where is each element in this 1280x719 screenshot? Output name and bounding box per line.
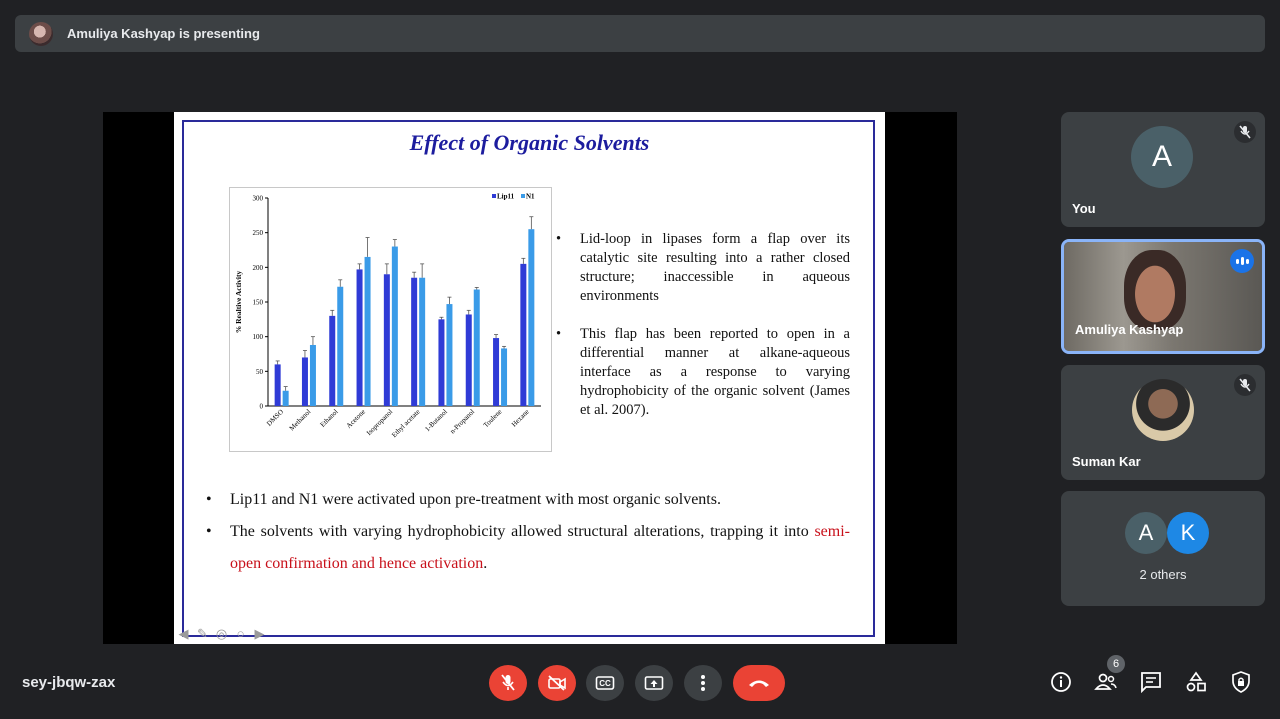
speaking-indicator-icon <box>1230 249 1254 273</box>
cc-label: CC <box>599 678 611 688</box>
participant-tile-suman[interactable] <box>1061 365 1265 480</box>
bar-lip11 <box>302 357 308 406</box>
activities-icon <box>1185 671 1207 693</box>
bullet-end: . <box>483 555 488 572</box>
mic-off-icon <box>1234 121 1256 143</box>
legend-swatch <box>492 194 496 198</box>
participant-tile-others[interactable] <box>1061 491 1265 606</box>
slide-nav-toolbar <box>176 626 267 642</box>
avatar: A <box>1131 126 1193 188</box>
mic-off-icon <box>1234 374 1256 396</box>
bullet-text: This flap has been reported to open in a differential manner at alkane-aqueous interface as a response to varying hydrophobicity of the organic solvent (James et al. 2007). <box>580 326 850 418</box>
legend-swatch <box>521 194 525 198</box>
bar-n1 <box>528 229 534 406</box>
chat-icon <box>1140 671 1162 693</box>
bar-lip11 <box>357 269 363 406</box>
y-axis-label: % Realtive Activity <box>234 270 243 334</box>
x-tick-label: Hexane <box>509 407 531 429</box>
bar-n1 <box>419 278 425 406</box>
host-controls-button[interactable] <box>1228 669 1254 695</box>
y-tick-label: 250 <box>252 229 263 238</box>
info-icon <box>1050 671 1072 693</box>
participant-tile-you[interactable] <box>1061 112 1265 227</box>
y-tick-label: 200 <box>252 263 263 272</box>
bar-lip11 <box>275 364 281 406</box>
bar-n1 <box>446 304 452 406</box>
bar-n1 <box>392 247 398 406</box>
x-tick-label: Methanol <box>287 407 313 433</box>
meeting-details-button[interactable] <box>1048 669 1074 695</box>
bar-lip11 <box>466 314 472 406</box>
participant-name: You <box>1072 201 1096 216</box>
captions-button[interactable] <box>586 665 624 701</box>
leave-call-button[interactable] <box>733 665 785 701</box>
others-avatars <box>1125 512 1209 554</box>
bullets-bottom <box>206 484 850 580</box>
bullet-dot: • <box>556 231 562 247</box>
bullet-dot: • <box>206 523 212 540</box>
people-icon <box>1094 672 1118 692</box>
y-tick-label: 0 <box>259 402 263 411</box>
avatar <box>1132 379 1194 441</box>
presenting-text: Amuliya Kashyap is presenting <box>67 26 260 41</box>
arrow-left-icon[interactable]: ◀ <box>178 626 189 641</box>
x-tick-label: Ethyl acetate <box>390 407 422 440</box>
bullet-text: The solvents with varying hydrophobicity allowed structural alterations, trapping it into <box>230 523 815 540</box>
circle-icon[interactable]: ○ <box>236 626 245 641</box>
chart-svg <box>230 188 553 453</box>
bar-n1 <box>365 257 371 406</box>
bullet-dot: • <box>556 326 562 342</box>
participant-face <box>1124 250 1186 330</box>
bar-n1 <box>337 287 343 406</box>
bullets-right <box>556 230 850 439</box>
mic-off-icon <box>500 674 516 692</box>
bar-lip11 <box>384 274 390 406</box>
presenting-banner <box>15 15 1265 52</box>
bar-lip11 <box>411 278 417 406</box>
bar-n1 <box>474 290 480 406</box>
pen-icon[interactable]: ✎ <box>197 626 208 641</box>
others-label: 2 others <box>1139 567 1187 582</box>
activity-chart <box>229 187 552 452</box>
slide <box>174 112 885 644</box>
x-tick-label: Toulene <box>481 407 504 430</box>
circle-icon[interactable]: ◎ <box>215 626 228 641</box>
bullet-highlight: semi-open confirmation and hence activation <box>230 523 850 572</box>
phone-hangup-icon <box>747 677 771 689</box>
legend-label: Lip11 <box>497 192 515 201</box>
x-tick-label: Ethanol <box>318 407 340 429</box>
camera-toggle-button[interactable] <box>538 665 576 701</box>
chat-button[interactable] <box>1138 669 1164 695</box>
participant-tile-amuliya[interactable] <box>1061 239 1265 354</box>
y-tick-label: 300 <box>252 194 263 203</box>
meeting-code: sey-jbqw-zax <box>22 674 116 691</box>
bullet-lid-loop <box>556 230 850 306</box>
activities-button[interactable] <box>1183 669 1209 695</box>
more-vert-icon <box>700 674 706 692</box>
bar-lip11 <box>438 319 444 406</box>
bullet-activation <box>206 484 850 516</box>
bar-lip11 <box>329 316 335 406</box>
people-count-badge: 6 <box>1107 655 1125 673</box>
present-now-button[interactable] <box>635 665 673 701</box>
x-tick-label: Isopropanol <box>364 407 395 438</box>
bar-n1 <box>501 348 507 406</box>
bullet-text: Lid-loop in lipases form a flap over its catalytic site resulting into a rather closed structure; inaccessible in aqueous environments <box>580 231 850 304</box>
participant-name: Suman Kar <box>1072 454 1141 469</box>
y-tick-label: 150 <box>252 298 263 307</box>
presentation-area <box>103 112 957 644</box>
bullet-flap-open <box>556 325 850 420</box>
avatar: K <box>1167 512 1209 554</box>
bar-n1 <box>283 391 289 406</box>
presenter-avatar <box>29 22 53 46</box>
participant-name: Amuliya Kashyap <box>1075 322 1184 337</box>
x-tick-label: Acetone <box>344 407 367 430</box>
present-screen-icon <box>644 675 664 691</box>
bottom-toolbar <box>0 652 1280 719</box>
y-tick-label: 100 <box>252 333 263 342</box>
bullet-hydrophobicity <box>206 516 850 580</box>
mic-toggle-button[interactable] <box>489 665 527 701</box>
more-options-button[interactable] <box>684 665 722 701</box>
bullet-dot: • <box>206 491 212 508</box>
camera-off-icon <box>547 675 567 691</box>
shield-lock-icon <box>1231 671 1251 693</box>
slide-title: Effect of Organic Solvents <box>409 130 650 155</box>
bar-lip11 <box>493 338 499 406</box>
arrow-right-icon[interactable]: ▶ <box>254 626 265 641</box>
x-tick-label: n-Propanol <box>448 407 477 436</box>
bullet-text: Lip11 and N1 were activated upon pre-treatment with most organic solvents. <box>230 491 721 508</box>
x-tick-label: 1-Butanol <box>423 407 449 434</box>
bar-lip11 <box>520 264 526 406</box>
avatar: A <box>1125 512 1167 554</box>
y-tick-label: 50 <box>256 367 263 376</box>
x-tick-label: DMSO <box>265 407 286 428</box>
bar-n1 <box>310 345 316 406</box>
legend-label: N1 <box>526 192 535 201</box>
